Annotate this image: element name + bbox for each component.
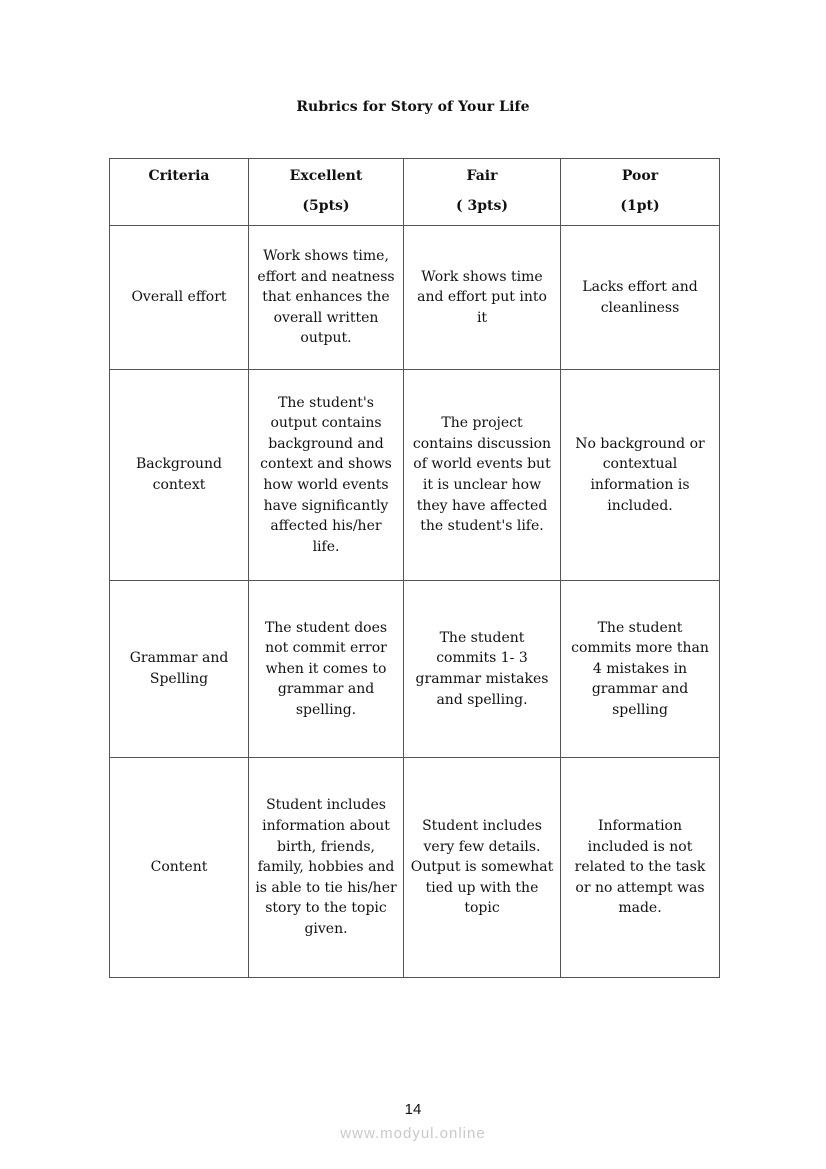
- header-poor: [561, 159, 720, 226]
- header-fair-label: Fair: [466, 168, 498, 184]
- header-poor-points: (1pt): [620, 197, 660, 214]
- fair-cell: Work shows time and effort put into it: [404, 226, 561, 370]
- criteria-cell: Grammar and Spelling: [110, 581, 249, 758]
- excellent-cell: The student's output contains background and context and shows how world events have significantly affected his/her life.: [249, 370, 404, 581]
- page-number: 14: [404, 1101, 422, 1118]
- poor-cell: No background or contextual information is included.: [561, 370, 720, 581]
- fair-cell: Student includes very few details. Output is somewhat tied up with the topic: [404, 758, 561, 978]
- criteria-cell: Background context: [110, 370, 249, 581]
- table-row: [110, 226, 720, 370]
- poor-cell: Information included is not related to the task or no attempt was made.: [561, 758, 720, 978]
- poor-cell: Lacks effort and cleanliness: [561, 226, 720, 370]
- table-row: [110, 370, 720, 581]
- header-excellent-points: (5pts): [302, 197, 350, 214]
- table-row: [110, 758, 720, 978]
- header-row: [110, 159, 720, 226]
- header-fair: [404, 159, 561, 226]
- header-excellent: [249, 159, 404, 226]
- poor-cell: The student commits more than 4 mistakes in grammar and spelling: [561, 581, 720, 758]
- excellent-cell: Student includes information about birth, friends, family, hobbies and is able to tie his/her story to the topic given.: [249, 758, 404, 978]
- table-row: [110, 581, 720, 758]
- criteria-cell: Content: [110, 758, 249, 978]
- fair-cell: The project contains discussion of world events but it is unclear how they have affected the student's life.: [404, 370, 561, 581]
- header-excellent-label: Excellent: [289, 168, 363, 184]
- header-criteria: [110, 159, 249, 226]
- rubric-table: [109, 158, 720, 978]
- watermark: www.modyul.online: [340, 1125, 486, 1142]
- excellent-cell: Work shows time, effort and neatness that enhances the overall written output.: [249, 226, 404, 370]
- excellent-cell: The student does not commit error when it comes to grammar and spelling.: [249, 581, 404, 758]
- criteria-cell: Overall effort: [110, 226, 249, 370]
- header-poor-label: Poor: [621, 168, 659, 184]
- header-criteria-label: Criteria: [148, 168, 210, 184]
- header-fair-points: ( 3pts): [455, 197, 508, 214]
- document-title: Rubrics for Story of Your Life: [296, 99, 530, 115]
- fair-cell: The student commits 1- 3 grammar mistakes and spelling.: [404, 581, 561, 758]
